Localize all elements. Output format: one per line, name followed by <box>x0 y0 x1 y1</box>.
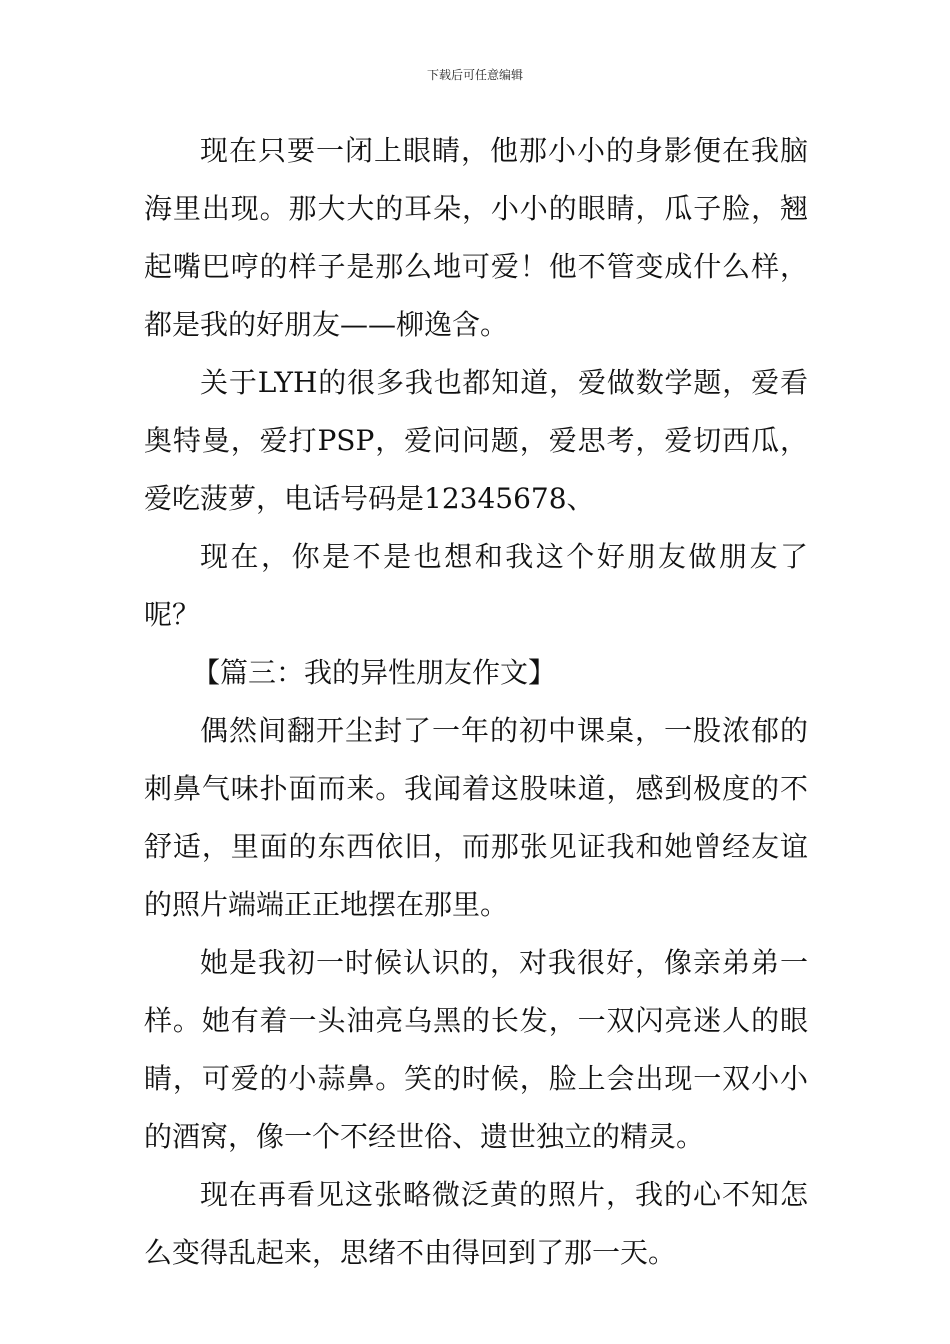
section-heading: 【篇三：我的异性朋友作文】 <box>192 656 557 689</box>
document-body <box>144 122 808 1282</box>
paragraph-3: 现在，你是不是也想和我这个好朋友做朋友了呢？ <box>144 540 808 631</box>
paragraph-6: 现在再看见这张略微泛黄的照片，我的心不知怎么变得乱起来，思绪不由得回到了那一天。 <box>144 1178 808 1269</box>
page-header-note: 下载后可任意编辑 <box>426 68 523 82</box>
paragraph-1: 现在只要一闭上眼睛，他那小小的身影便在我脑海里出现。那大大的耳朵，小小的眼睛，瓜子脸，翘起嘴巴哼的样子是那么地可爱！他不管变成什么样，都是我的好朋友——柳逸含。 <box>144 134 808 341</box>
paragraph-5: 她是我初一时候认识的，对我很好，像亲弟弟一样。她有着一头油亮乌黑的长发，一双闪亮迷人的眼睛，可爱的小蒜鼻。笑的时候，脸上会出现一双小小的酒窝，像一个不经世俗、遗世独立的精灵。 <box>144 946 808 1153</box>
paragraph-4: 偶然间翻开尘封了一年的初中课桌，一股浓郁的刺鼻气味扑面而来。我闻着这股味道，感到极度的不舒适，里面的东西依旧，而那张见证我和她曾经友谊的照片端端正正地摆在那里。 <box>144 714 808 921</box>
paragraph-2: 关于LYH的很多我也都知道，爱做数学题，爱看奥特曼，爱打PSP，爱问问题，爱思考，爱切西瓜，爱吃菠萝，电话号码是12345678、 <box>144 366 808 515</box>
